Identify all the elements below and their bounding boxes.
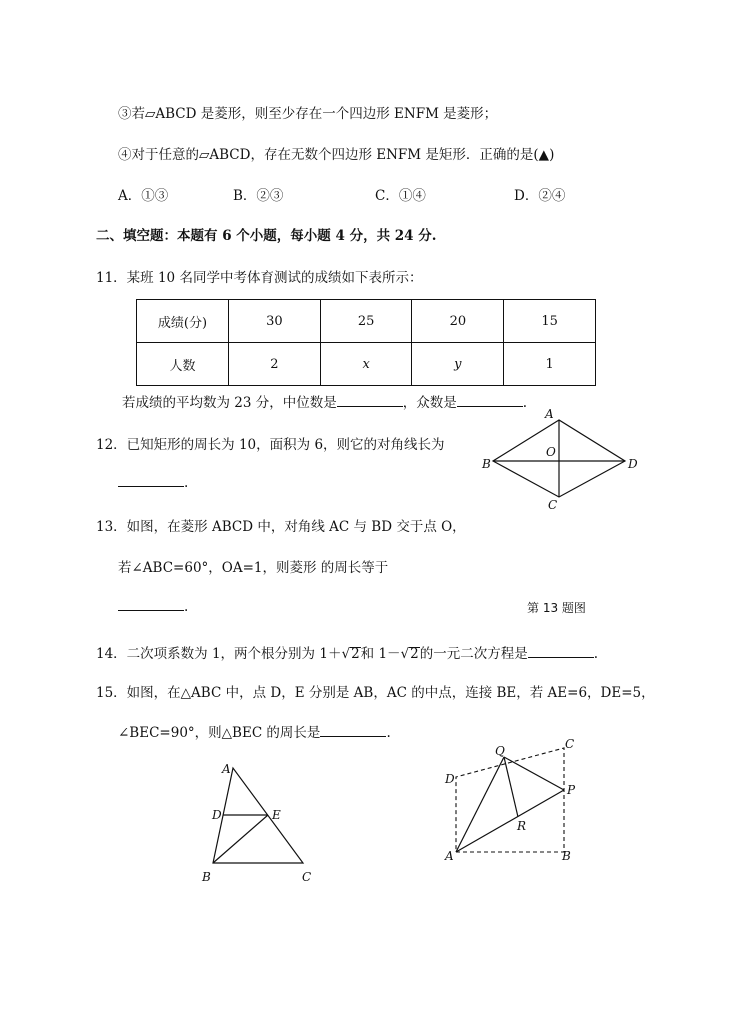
- option-item-4: [118, 143, 554, 163]
- table-cell: 15: [504, 300, 596, 343]
- q11-text-b: ，众数是: [402, 395, 457, 411]
- label-b: B: [202, 870, 211, 884]
- label-c: C: [565, 737, 575, 751]
- choice-a: A．①③: [118, 188, 169, 204]
- table-cell: 2: [229, 343, 321, 386]
- option-item-4-text: ④对于任意的▱ABCD，存在无数个四边形 ENFM 是矩形．正确的是(: [118, 147, 539, 163]
- label-b: B: [482, 457, 491, 471]
- q15-line2-text: ∠BEC=90°，则△BEC 的周长是: [118, 725, 321, 741]
- option-item-3: ③若▱ABCD 是菱形，则至少存在一个四边形 ENFM 是菱形；: [118, 106, 498, 122]
- q12-end: .: [184, 475, 189, 491]
- rectangle-abcd: [456, 748, 564, 852]
- answer-blank: [118, 474, 184, 487]
- q13-stem: 13．如图，在菱形 ABCD 中，对角线 AC 与 BD 交于点 O，: [96, 519, 466, 535]
- label-b: B: [562, 849, 571, 863]
- label-d: D: [628, 457, 638, 471]
- table-cell: 25: [320, 300, 412, 343]
- label-p: P: [567, 783, 576, 797]
- q14-end: .: [593, 646, 599, 662]
- answer-blank: [118, 598, 184, 611]
- q12-answer-line: [118, 474, 188, 491]
- label-a: A: [445, 849, 454, 863]
- q11-stem: 11．某班 10 名同学中考体育测试的成绩如下表所示：: [96, 270, 423, 286]
- answer-blank: [320, 724, 386, 737]
- label-a: A: [222, 762, 231, 776]
- table-row: [137, 300, 596, 343]
- table-cell: 人数: [137, 343, 229, 386]
- answer-placeholder-triangle: ▲: [538, 147, 550, 163]
- choice-c: C．①④: [375, 188, 426, 204]
- score-table: [136, 299, 596, 386]
- label-d: D: [212, 808, 222, 822]
- q14-root1: 2: [351, 646, 360, 662]
- q13-line2: 若∠ABC=60°，OA=1，则菱形 的周长等于: [118, 560, 389, 576]
- q15-line2: [118, 721, 391, 741]
- sqrt-sign-icon: √: [341, 646, 351, 662]
- rhombus-figure: [475, 405, 645, 513]
- label-e: E: [272, 808, 281, 822]
- q11-follow: [122, 391, 527, 411]
- answer-blank: [337, 394, 403, 407]
- label-o: O: [546, 445, 556, 459]
- choice-d: D．②④: [514, 188, 566, 204]
- rectangle-figure: [438, 733, 593, 868]
- table-cell: 成绩(分): [137, 300, 229, 343]
- q11-text-a: 若成绩的平均数为 23 分，中位数是: [122, 395, 337, 411]
- table-cell: x: [320, 343, 412, 386]
- label-r: R: [517, 819, 527, 833]
- triangle-figure: [195, 757, 325, 887]
- q13-figure-caption: 第 13 题图: [527, 601, 586, 615]
- q13-answer-line: [118, 598, 188, 615]
- choice-b: B．②③: [233, 188, 284, 204]
- label-c: C: [302, 870, 312, 884]
- q14-stem: [96, 642, 598, 662]
- label-q: Q: [495, 744, 505, 758]
- table-cell: y: [412, 343, 504, 386]
- table-row: [137, 343, 596, 386]
- q15-end: .: [386, 725, 391, 741]
- table-cell: 30: [229, 300, 321, 343]
- section-2-title: 二、填空题：本题有 6 个小题，每小题 4 分，共 24 分.: [96, 228, 437, 244]
- q14-suffix: 的一元二次方程是: [419, 646, 528, 662]
- q14-root2: 2: [410, 646, 419, 662]
- answer-blank: [528, 645, 594, 658]
- table-cell: 1: [504, 343, 596, 386]
- option-item-4-close: ): [549, 147, 555, 163]
- label-c: C: [548, 498, 558, 512]
- label-a: A: [545, 407, 554, 421]
- q14-middle: 和 1－: [360, 646, 401, 662]
- segment-qp: [504, 757, 564, 790]
- q15-stem: 15．如图，在△ABC 中，点 D，E 分别是 AB，AC 的中点，连接 BE，若 AE=6，DE=5，: [96, 685, 655, 701]
- q11-end: .: [522, 395, 528, 411]
- sqrt-sign-icon: √: [400, 646, 410, 662]
- q12-stem: 12．已知矩形的周长为 10，面积为 6，则它的对角线长为: [96, 437, 445, 453]
- table-cell: 20: [412, 300, 504, 343]
- q14-prefix: 14．二次项系数为 1，两个根分别为 1＋: [96, 646, 342, 662]
- q13-end: .: [184, 599, 189, 615]
- label-d: D: [445, 772, 455, 786]
- segment-qr: [504, 757, 518, 817]
